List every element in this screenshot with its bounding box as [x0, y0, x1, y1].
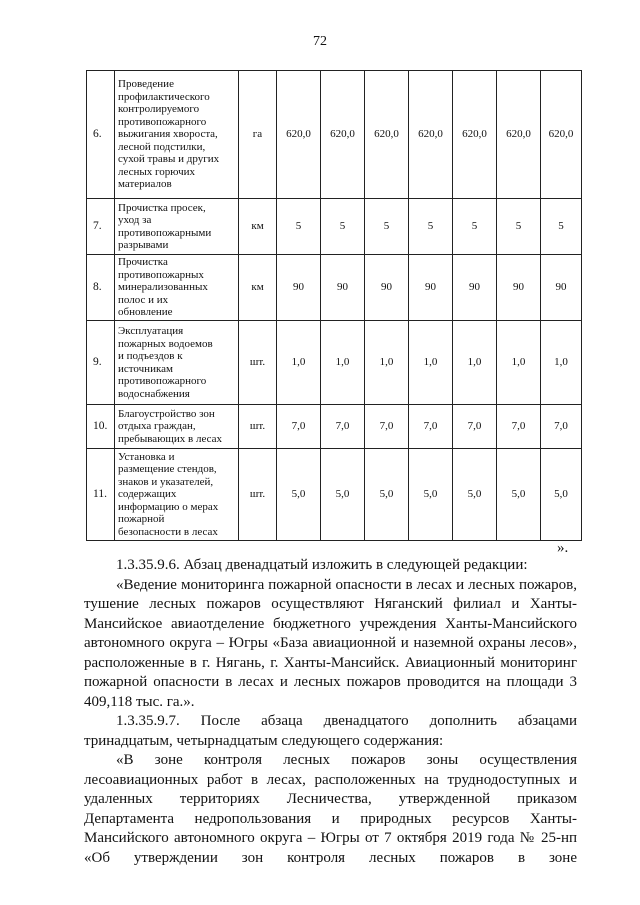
- paragraph-monitoring-text: «Ведение мониторинга пожарной опасности в лесах и лесных пожаров, тушение лесных пожаров осуществляют Няганский филиал и Ханты-Мансийское авиаотделение бюджетного учреждения Ханты-Мансийского автономного округа – Югры «База авиационной и наземной охраны лесов», расположенные в г. Нягань, г. Ханты-Мансийск. Авиационный мониторинг пожарной опасности в лесах и лесных пожаров проводится на площади 3 409,118 тыс. га.».: [84, 576, 577, 710]
- value-cell: 1,0: [453, 321, 497, 405]
- unit-cell: га: [239, 71, 277, 199]
- measure-name-cell: [115, 71, 239, 199]
- table-row: [87, 199, 582, 255]
- table-row: [87, 449, 582, 541]
- value-cell: 5: [453, 199, 497, 255]
- row-number: 7.: [87, 199, 115, 255]
- value-cell: 620,0: [497, 71, 541, 199]
- value-cell: 1,0: [277, 321, 321, 405]
- value-cell: 7,0: [365, 405, 409, 449]
- table-row: [87, 405, 582, 449]
- value-cell: 1,0: [541, 321, 582, 405]
- paragraph-1-3-35-9-6: 1.3.35.9.6. Абзац двенадцатый изложить в следующей редакции:: [116, 557, 528, 573]
- value-cell: 5: [497, 199, 541, 255]
- row-number: 8.: [87, 255, 115, 321]
- value-cell: 1,0: [497, 321, 541, 405]
- value-cell: 620,0: [453, 71, 497, 199]
- value-cell: 5: [277, 199, 321, 255]
- value-cell: 7,0: [277, 405, 321, 449]
- row-number: 11.: [87, 449, 115, 541]
- value-cell: 5: [409, 199, 453, 255]
- value-cell: 90: [409, 255, 453, 321]
- measure-name: Установка и размещение стендов, знаков и указателей, содержащих информацию о мерах пожарной безопасности в лесах: [118, 450, 219, 538]
- table-row: [87, 255, 582, 321]
- measure-name-cell: [115, 255, 239, 321]
- unit-cell: шт.: [239, 321, 277, 405]
- value-cell: 5,0: [497, 449, 541, 541]
- forest-fire-measures-table: [86, 70, 582, 541]
- page-number: 72: [313, 34, 327, 49]
- value-cell: 5,0: [365, 449, 409, 541]
- value-cell: 90: [277, 255, 321, 321]
- value-cell: 1,0: [365, 321, 409, 405]
- value-cell: 7,0: [497, 405, 541, 449]
- value-cell: 90: [541, 255, 582, 321]
- value-cell: 620,0: [365, 71, 409, 199]
- measure-name: Благоустройство зон отдыха граждан, пребывающих в лесах: [118, 407, 223, 445]
- unit-cell: шт.: [239, 405, 277, 449]
- unit-cell: шт.: [239, 449, 277, 541]
- value-cell: 5: [321, 199, 365, 255]
- row-number: 6.: [87, 71, 115, 199]
- value-cell: 5: [365, 199, 409, 255]
- value-cell: 620,0: [321, 71, 365, 199]
- measure-name: Прочистка просек, уход за противопожарными разрывами: [118, 201, 212, 251]
- table-body: [87, 71, 582, 541]
- value-cell: 7,0: [453, 405, 497, 449]
- value-cell: 1,0: [409, 321, 453, 405]
- measure-name-cell: [115, 321, 239, 405]
- measure-name-cell: [115, 449, 239, 541]
- value-cell: 5: [541, 199, 582, 255]
- unit-cell: км: [239, 199, 277, 255]
- paragraph-control-zone-text: «В зоне контроля лесных пожаров зоны осуществления лесоавиационных работ в лесах, расположенных на труднодоступных и удаленных территориях Лесничества, утвержденной приказом Департамента недропользования и природных ресурсов Ханты-Мансийского автономного округа – Югры от 7 октября 2019 года № 25-нп «Об утверждении зон контроля лесных пожаров в зоне: [84, 752, 577, 866]
- value-cell: 1,0: [321, 321, 365, 405]
- amendment-text: [84, 556, 577, 868]
- measure-name: Проведение профилактического контролируемого противопожарного выжигания хворостa, лесной подстилки, сухой травы и других лесных горючих материалов: [118, 78, 220, 191]
- value-cell: 90: [321, 255, 365, 321]
- value-cell: 5,0: [321, 449, 365, 541]
- value-cell: 5,0: [409, 449, 453, 541]
- value-cell: 5,0: [277, 449, 321, 541]
- measure-name-cell: [115, 199, 239, 255]
- measure-name: Эксплуатация пожарных водоемов и подъездов к источникам противопожарного водоснабжения: [118, 325, 213, 400]
- value-cell: 90: [497, 255, 541, 321]
- value-cell: 90: [365, 255, 409, 321]
- unit-cell: км: [239, 255, 277, 321]
- value-cell: 7,0: [409, 405, 453, 449]
- row-number: 9.: [87, 321, 115, 405]
- measure-name-cell: [115, 405, 239, 449]
- table-row: [87, 71, 582, 199]
- value-cell: 5,0: [541, 449, 582, 541]
- measure-name: Прочистка противопожарных минерализованных полос и их обновление: [118, 256, 208, 319]
- value-cell: 7,0: [321, 405, 365, 449]
- table-row: [87, 321, 582, 405]
- value-cell: 620,0: [409, 71, 453, 199]
- row-number: 10.: [87, 405, 115, 449]
- value-cell: 7,0: [541, 405, 582, 449]
- paragraph-1-3-35-9-7: 1.3.35.9.7. После абзаца двенадцатого дополнить абзацами тринадцатым, четырнадцатым следующего содержания:: [84, 713, 577, 749]
- value-cell: 620,0: [541, 71, 582, 199]
- value-cell: 90: [453, 255, 497, 321]
- value-cell: 620,0: [277, 71, 321, 199]
- closing-quote: ».: [557, 540, 569, 556]
- value-cell: 5,0: [453, 449, 497, 541]
